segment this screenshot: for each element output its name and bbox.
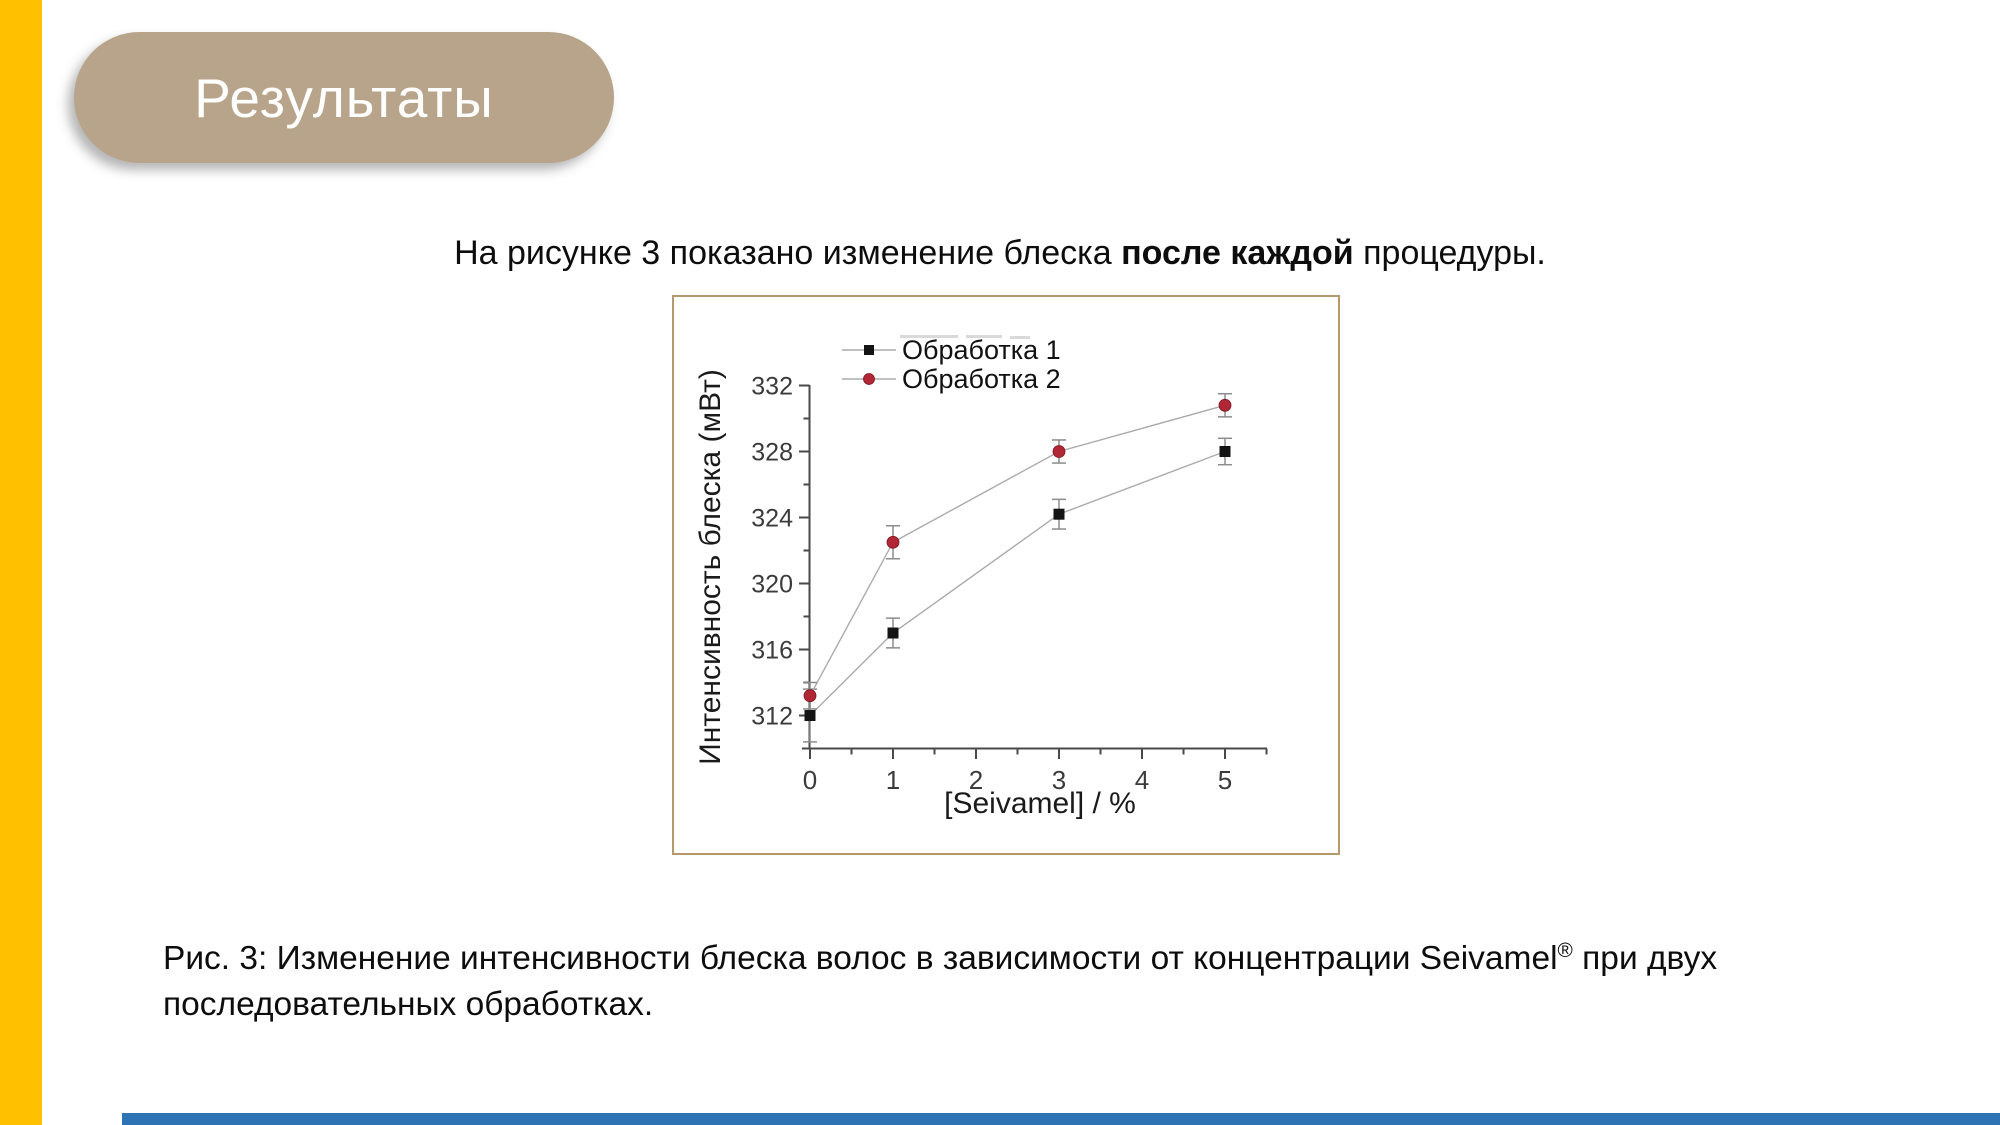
markers-1 xyxy=(805,446,1231,721)
y-ticks xyxy=(799,386,810,716)
markers-2 xyxy=(804,399,1231,701)
axes xyxy=(802,385,1267,749)
data-point-marker xyxy=(1053,446,1065,458)
legend-marker-square xyxy=(864,345,874,355)
figure-caption xyxy=(163,936,1803,1028)
figure-3-chart xyxy=(672,295,1340,855)
x-tick-label: 2 xyxy=(968,765,984,795)
data-point-marker xyxy=(1220,446,1231,457)
results-title-badge xyxy=(74,32,614,163)
y-tick-label: 320 xyxy=(751,570,793,599)
x-axis-label: [Seivamel] / % xyxy=(944,787,1136,820)
data-point-marker xyxy=(804,690,816,702)
x-tick-label: 0 xyxy=(802,765,818,795)
bottom-accent-bar xyxy=(122,1113,2000,1125)
data-point-marker xyxy=(1054,509,1065,520)
data-point-marker xyxy=(888,628,899,639)
slide-title: Результаты xyxy=(194,66,494,129)
intro-text-prefix: На рисунке 3 показано изменение блеска xyxy=(454,234,1122,272)
caption-line2: последовательных обработках. xyxy=(163,986,654,1024)
x-tick-label: 4 xyxy=(1134,765,1150,795)
caption-line1-suffix: при двух xyxy=(1572,940,1718,977)
legend xyxy=(842,335,1061,394)
series-line-2 xyxy=(810,405,1225,695)
y-tick-label: 332 xyxy=(751,372,793,401)
y-tick-label: 316 xyxy=(751,636,793,665)
data-point-marker xyxy=(1219,399,1231,411)
intro-text-bold: после каждой xyxy=(1121,234,1354,272)
legend-label: Обработка 2 xyxy=(902,364,1061,394)
intro-text-suffix: процедуры. xyxy=(1353,234,1546,272)
legend-marker-circle xyxy=(864,374,875,385)
data-point-marker xyxy=(887,536,899,548)
shine-intensity-chart-svg xyxy=(674,297,1338,853)
y-axis-label: Интенсивность блеска (мВт) xyxy=(694,369,727,765)
left-accent-bar xyxy=(0,0,42,1125)
x-tick-label: 5 xyxy=(1217,765,1233,795)
legend-label: Обработка 1 xyxy=(902,335,1061,365)
series-line-1 xyxy=(810,452,1225,716)
x-tick-label: 3 xyxy=(1051,765,1067,795)
y-tick-label: 324 xyxy=(751,504,793,533)
error-bars-2 xyxy=(803,394,1232,709)
x-ticks xyxy=(810,749,1267,760)
y-tick-label: 312 xyxy=(751,702,793,731)
caption-registered-mark: ® xyxy=(1557,938,1573,962)
y-tick-label: 328 xyxy=(751,438,793,467)
intro-text xyxy=(0,234,2000,273)
x-tick-label: 1 xyxy=(885,765,901,795)
data-point-marker xyxy=(805,710,816,721)
caption-line1-prefix: Рис. 3: Изменение интенсивности блеска волос в зависимости от концентрации Seivamel xyxy=(163,940,1558,977)
